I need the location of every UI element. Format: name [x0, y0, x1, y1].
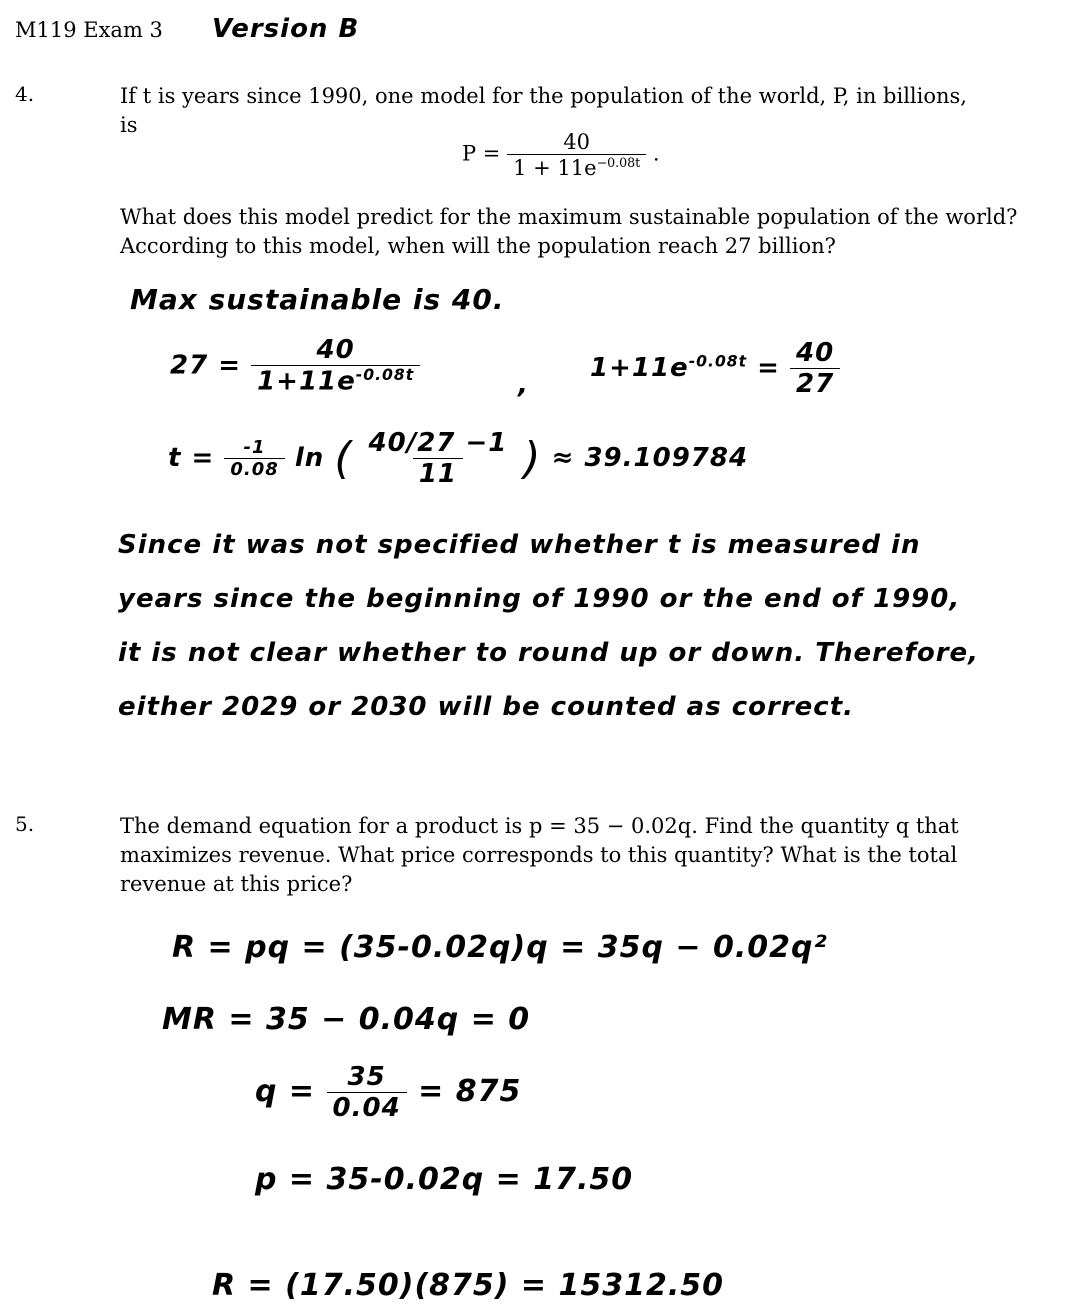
answer-4-max: Max sustainable is 40.	[130, 283, 505, 316]
explanation-line2: years since the beginning of 1990 or the end of 1990,	[118, 584, 961, 614]
eq3-exponent: -0.08t	[688, 352, 748, 371]
exam-title: M119 Exam 3	[15, 18, 163, 42]
equation-numerator: 40	[563, 130, 591, 154]
equation-denominator	[507, 154, 646, 180]
equation-end: .	[652, 141, 660, 166]
eq2-numerator: 40	[316, 335, 355, 365]
problem-4-equation	[462, 130, 660, 180]
t-inner-den: 11	[413, 458, 463, 489]
answer-4-explanation	[118, 518, 979, 734]
version-label: Version B	[212, 14, 360, 44]
answer-5-revenue: R = pq = (35-0.02q)q = 35q − 0.02q²	[172, 930, 828, 965]
quantity-lhs: q =	[255, 1074, 316, 1109]
quantity-numerator: 35	[347, 1062, 386, 1092]
t-coefficient-den: 0.08	[224, 458, 284, 480]
eq2-exponent: -0.08t	[355, 366, 415, 384]
eq3-denominator: 27	[790, 368, 840, 399]
answer-4-eq2	[170, 335, 420, 397]
equation-exponent: −0.08t	[596, 155, 641, 170]
explanation-line1: Since it was not specified whether t is measured in	[118, 530, 921, 560]
eq3-fraction	[790, 338, 840, 399]
t-approx: ≈ 39.109784	[551, 443, 749, 473]
t-coefficient-num: -1	[243, 437, 266, 458]
answer-4-comma: ,	[518, 370, 529, 400]
answer-5-quantity	[255, 1062, 521, 1123]
explanation-line4: either 2029 or 2030 will be counted as correct.	[118, 692, 855, 722]
quantity-fraction	[327, 1062, 407, 1123]
eq2-denominator-base: 1+11e	[257, 366, 356, 397]
problem-4-number: 4.	[15, 82, 35, 106]
problem-4-question: What does this model predict for the maximum sustainable population of the world? According to this model, when will the population reach 27 billion?	[120, 205, 1018, 258]
eq3-equals: =	[757, 353, 780, 383]
eq2-denominator	[251, 365, 420, 397]
answer-4-eq3	[590, 338, 840, 399]
t-inner-num: 40/27 −1	[368, 428, 508, 458]
equation-denominator-base: 1 + 11e	[513, 156, 597, 180]
t-close-paren: )	[523, 433, 542, 484]
t-ln: ln	[294, 443, 325, 473]
t-lhs: t =	[168, 443, 215, 473]
equation-fraction	[507, 130, 646, 180]
t-inner-fraction	[363, 428, 514, 489]
problem-4-text-line1: If t is years since 1990, one model for the population of the world, P, in billions,	[120, 84, 967, 108]
equation-lhs: P =	[462, 141, 501, 166]
eq3-lhs: 1+11e	[590, 353, 689, 383]
problem-5-number: 5.	[15, 812, 35, 836]
eq2-fraction	[251, 335, 420, 397]
problem-5-text: The demand equation for a product is p = 35 − 0.02q. Find the quantity q that maximizes revenue. What price corresponds to this quantity? What is the total revenue at this price?	[120, 814, 959, 896]
answer-5-price: p = 35-0.02q = 17.50	[255, 1162, 634, 1197]
explanation-line3: it is not clear whether to round up or down. Therefore,	[118, 638, 980, 668]
answer-5-total-revenue: R = (17.50)(875) = 15312.50	[212, 1268, 725, 1303]
t-coefficient	[224, 437, 284, 480]
t-open-paren: (	[334, 433, 353, 484]
eq3-numerator: 40	[796, 338, 835, 368]
quantity-rhs: = 875	[418, 1074, 522, 1109]
quantity-denominator: 0.04	[327, 1092, 407, 1123]
answer-5-marginal-revenue: MR = 35 − 0.04q = 0	[162, 1002, 531, 1037]
problem-4-text-line2: is	[120, 113, 138, 137]
answer-4-t	[168, 428, 748, 489]
eq2-lhs: 27 =	[170, 350, 242, 381]
